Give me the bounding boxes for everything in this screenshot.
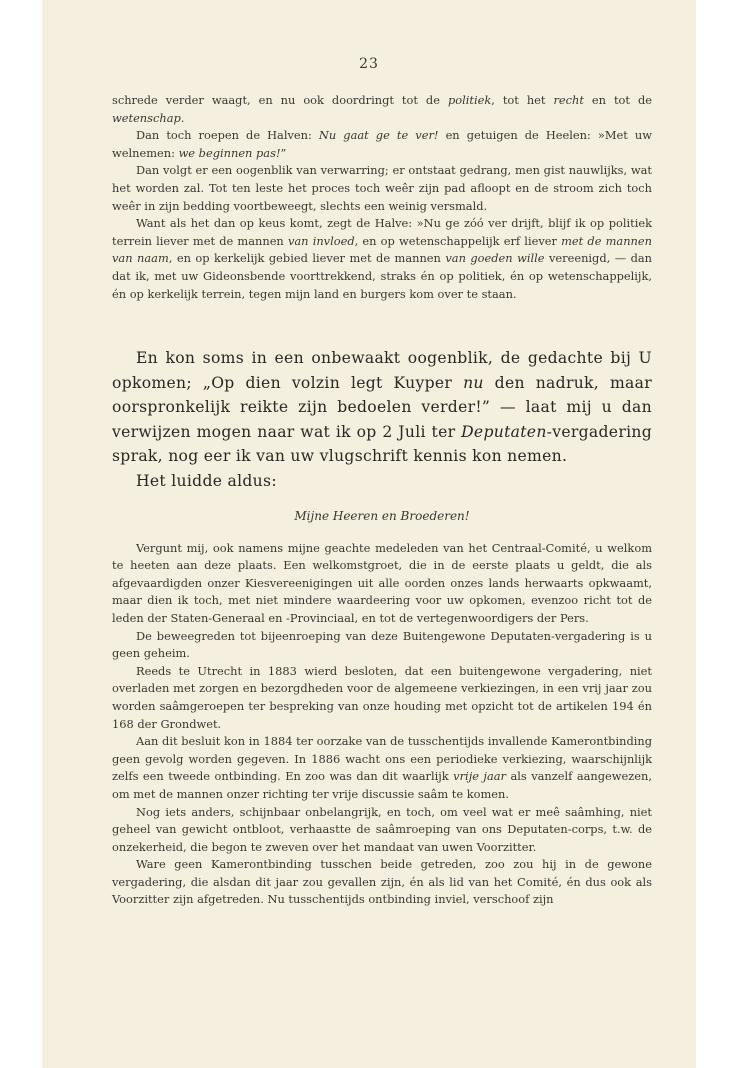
emphasis: Nu gaat ge te ver! — [318, 128, 439, 143]
book-page — [42, 0, 696, 1068]
paragraph: Dan toch roepen de Halven: Nu gaat ge te ver! en getuigen de Heelen: »Met uw welnemen: we beginnen pas!” — [112, 128, 652, 160]
large-print-text — [112, 346, 652, 494]
emphasis: van goeden wille — [445, 251, 545, 266]
emphasis: vrije jaar — [453, 769, 506, 784]
emphasis: nu — [463, 373, 484, 392]
salutation: Mijne Heeren en Broederen! — [294, 509, 470, 523]
emphasis: we beginnen pas! — [178, 145, 281, 160]
speech-text — [112, 508, 652, 909]
paragraph: Reeds te Utrecht in 1883 wierd besloten, dat een buitengewone vergadering, niet overladen met zorgen en bezorgdheden voor de algemeene verkiezingen, in een vrij jaar zou worden saâmgeroepen ter bespreking van onze houding met opzicht tot de artikelen 194 én 168 der Grondwet. — [112, 663, 652, 731]
emphasis: recht — [553, 93, 584, 107]
emphasis: van invloed — [287, 233, 355, 248]
paragraph: Vergunt mij, ook namens mijne geachte medeleden van het Centraal-Comité, u welkom te heeten aan deze plaats. Een welkomstgroet, die in de eerste plaats u geldt, die als afgevaardigden onzer Kiesvereenigingen uit alle oorden onzes lands herwaarts opkwaamt, maar dien ik toch, met niet mindere waardeering voor uw opkomen, evenzoo richt tot de leden der Staten-Generaal en -Provinciaal, en tot de vertegenwoordigers der Pers. — [112, 540, 652, 625]
paragraph: En kon soms in een onbewaakt oogenblik, de gedachte bij U opkomen; „Op dien volzin legt Kuyper nu den nadruk, maar oorspronkelijk reikte zijn bedoelen verder!” — laat mij u dan verwijzen mogen naar wat ik op 2 Juli ter Deputaten-vergadering sprak, nog eer ik van uw vlugschrift kennis kon nemen. — [112, 349, 652, 466]
page-number: 23 — [359, 56, 379, 72]
paragraph: Het luidde aldus: — [136, 471, 277, 490]
paragraph: Ware geen Kamerontbinding tusschen beide getreden, zoo zou hij in de gewone vergadering, die alsdan dit jaar zou gevallen zijn, én als lid van het Comité, én dus ook als Voorzitter zijn afgetreden. Nu tusschentijds ontbinding inviel, verschoof zijn — [112, 857, 652, 907]
paragraph: Want als het dan op keus komt, zegt de Halve: »Nu ge zóó ver drijft, blijf ik op politiek terrein liever met de mannen van invloed, en op wetenschappelijk erf liever met de mannen van naam, en op kerkelijk gebied liever met de mannen van goeden wille vereenigd, — dan dat ik, met uw Gideonsbende voorttrekkend, straks én op politiek, én op wetenschappelijk, én op kerkelijk terrein, tegen mijn land en burgers kom over te staan. — [112, 216, 652, 301]
paragraph: schrede verder waagt, en nu ook doordringt tot de politiek, tot het recht en tot de wetenschap. — [112, 93, 653, 125]
paragraph: Aan dit besluit kon in 1884 ter oorzake van de tusschentijds invallende Kamerontbinding geen gevolg worden gegeven. In 1886 wacht ons een periodieke verkiezing, waarschijnlijk zelfs een tweede ontbinding. En zoo was dan dit waarlijk vrije jaar als vanzelf aangewezen, om met de mannen onzer richting ter vrije discussie saâm te komen. — [112, 734, 652, 801]
emphasis: politiek — [447, 93, 492, 107]
emphasis: wetenschap — [112, 110, 181, 125]
paragraph: Nog iets anders, schijnbaar onbelangrijk, en toch, om veel wat er meê saâmhing, niet geheel van gewicht ontbloot, verhaastte de saâmroeping van ons Deputaten-corps, t.w. de onzekerheid, die begon te zweven over het mandaat van uwen Voorzitter. — [112, 804, 652, 854]
paragraph: De beweegreden tot bijeenroeping van deze Buitengewone Deputaten-vergadering is u geen geheim. — [112, 628, 652, 661]
intro-text — [112, 92, 652, 303]
emphasis: met de mannen van naam — [112, 233, 652, 266]
emphasis: Deputaten — [461, 422, 547, 441]
paragraph: Dan volgt er een oogenblik van verwarring; er ontstaat gedrang, men gist nauwlijks, wat het worden zal. Tot ten leste het proces toch weêr zijn pad afloopt en de stroom zich toch weêr in zijn bedding voortbeweegt, slechts een weinig versmald. — [112, 163, 652, 213]
